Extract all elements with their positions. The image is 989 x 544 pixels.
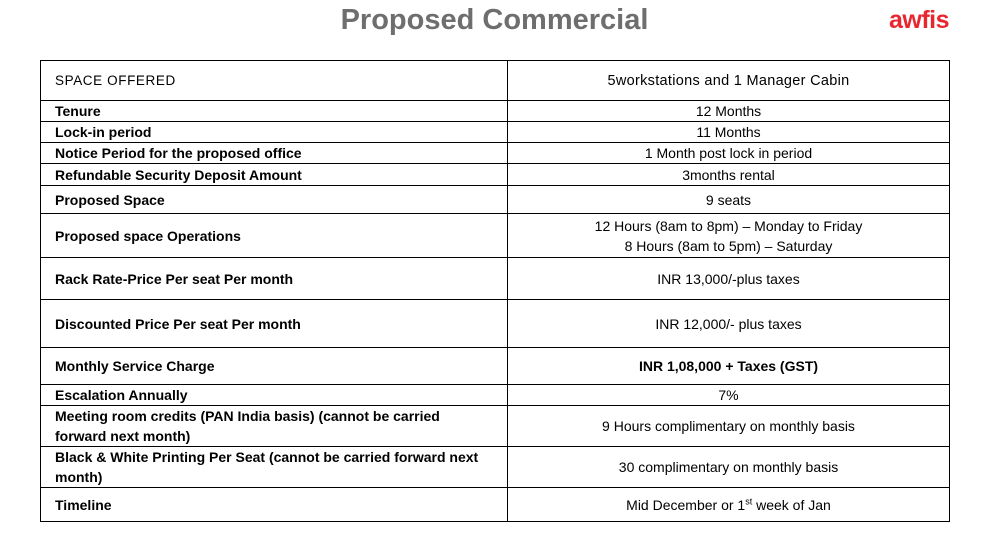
table-row: [41, 101, 950, 122]
page-title: Proposed Commercial: [340, 4, 649, 36]
discounted-value: INR 12,000/- plus taxes: [508, 300, 950, 348]
operations-value: [508, 214, 950, 258]
tenure-label: Tenure: [41, 101, 508, 122]
table-row: [41, 258, 950, 300]
operations-saturday: 8 Hours (8am to 5pm) – Saturday: [624, 237, 833, 254]
escalation-label: Escalation Annually: [41, 385, 508, 406]
rack-rate-label: Rack Rate-Price Per seat Per month: [41, 258, 508, 300]
printing-value: 30 complimentary on monthly basis: [508, 447, 950, 488]
awfis-logo: awfis: [889, 6, 950, 34]
commercial-table: [40, 60, 950, 522]
space-offered-label: SPACE OFFERED: [41, 61, 508, 101]
timeline-text: Mid December or 1: [626, 496, 746, 513]
printing-label: Black & White Printing Per Seat (cannot be carried forward next month): [41, 447, 508, 488]
table-row: [41, 300, 950, 348]
deposit-label: Refundable Security Deposit Amount: [41, 164, 508, 186]
table-row: [41, 164, 950, 186]
table-row: [41, 143, 950, 164]
deposit-value: 3months rental: [508, 164, 950, 186]
table-row: [41, 348, 950, 385]
table-row: [41, 447, 950, 488]
proposed-space-label: Proposed Space: [41, 186, 508, 214]
notice-label: Notice Period for the proposed office: [41, 143, 508, 164]
escalation-value: 7%: [508, 385, 950, 406]
table-row: [41, 385, 950, 406]
notice-value: 1 Month post lock in period: [508, 143, 950, 164]
tenure-value: 12 Months: [508, 101, 950, 122]
space-offered-value: 5workstations and 1 Manager Cabin: [508, 61, 950, 101]
operations-label: Proposed space Operations: [41, 214, 508, 258]
timeline-label: Timeline: [41, 488, 508, 522]
timeline-ordinal: st: [745, 495, 753, 506]
meeting-credits-label: Meeting room credits (PAN India basis) (cannot be carried forward next month): [41, 406, 508, 447]
timeline-value: [508, 488, 950, 522]
service-charge-label: Monthly Service Charge: [41, 348, 508, 385]
lockin-value: 11 Months: [508, 122, 950, 143]
operations-weekday: 12 Hours (8am to 8pm) – Monday to Friday: [594, 217, 863, 234]
discounted-label: Discounted Price Per seat Per month: [41, 300, 508, 348]
table-row: [41, 61, 950, 101]
timeline-text-end: week of Jan: [752, 496, 831, 513]
table-row: [41, 488, 950, 522]
service-charge-value: INR 1,08,000 + Taxes (GST): [508, 348, 950, 385]
table-row: [41, 186, 950, 214]
meeting-credits-value: 9 Hours complimentary on monthly basis: [508, 406, 950, 447]
proposed-space-value: 9 seats: [508, 186, 950, 214]
table-row: [41, 406, 950, 447]
table-row: [41, 122, 950, 143]
table-row: [41, 214, 950, 258]
rack-rate-value: INR 13,000/-plus taxes: [508, 258, 950, 300]
lockin-label: Lock-in period: [41, 122, 508, 143]
